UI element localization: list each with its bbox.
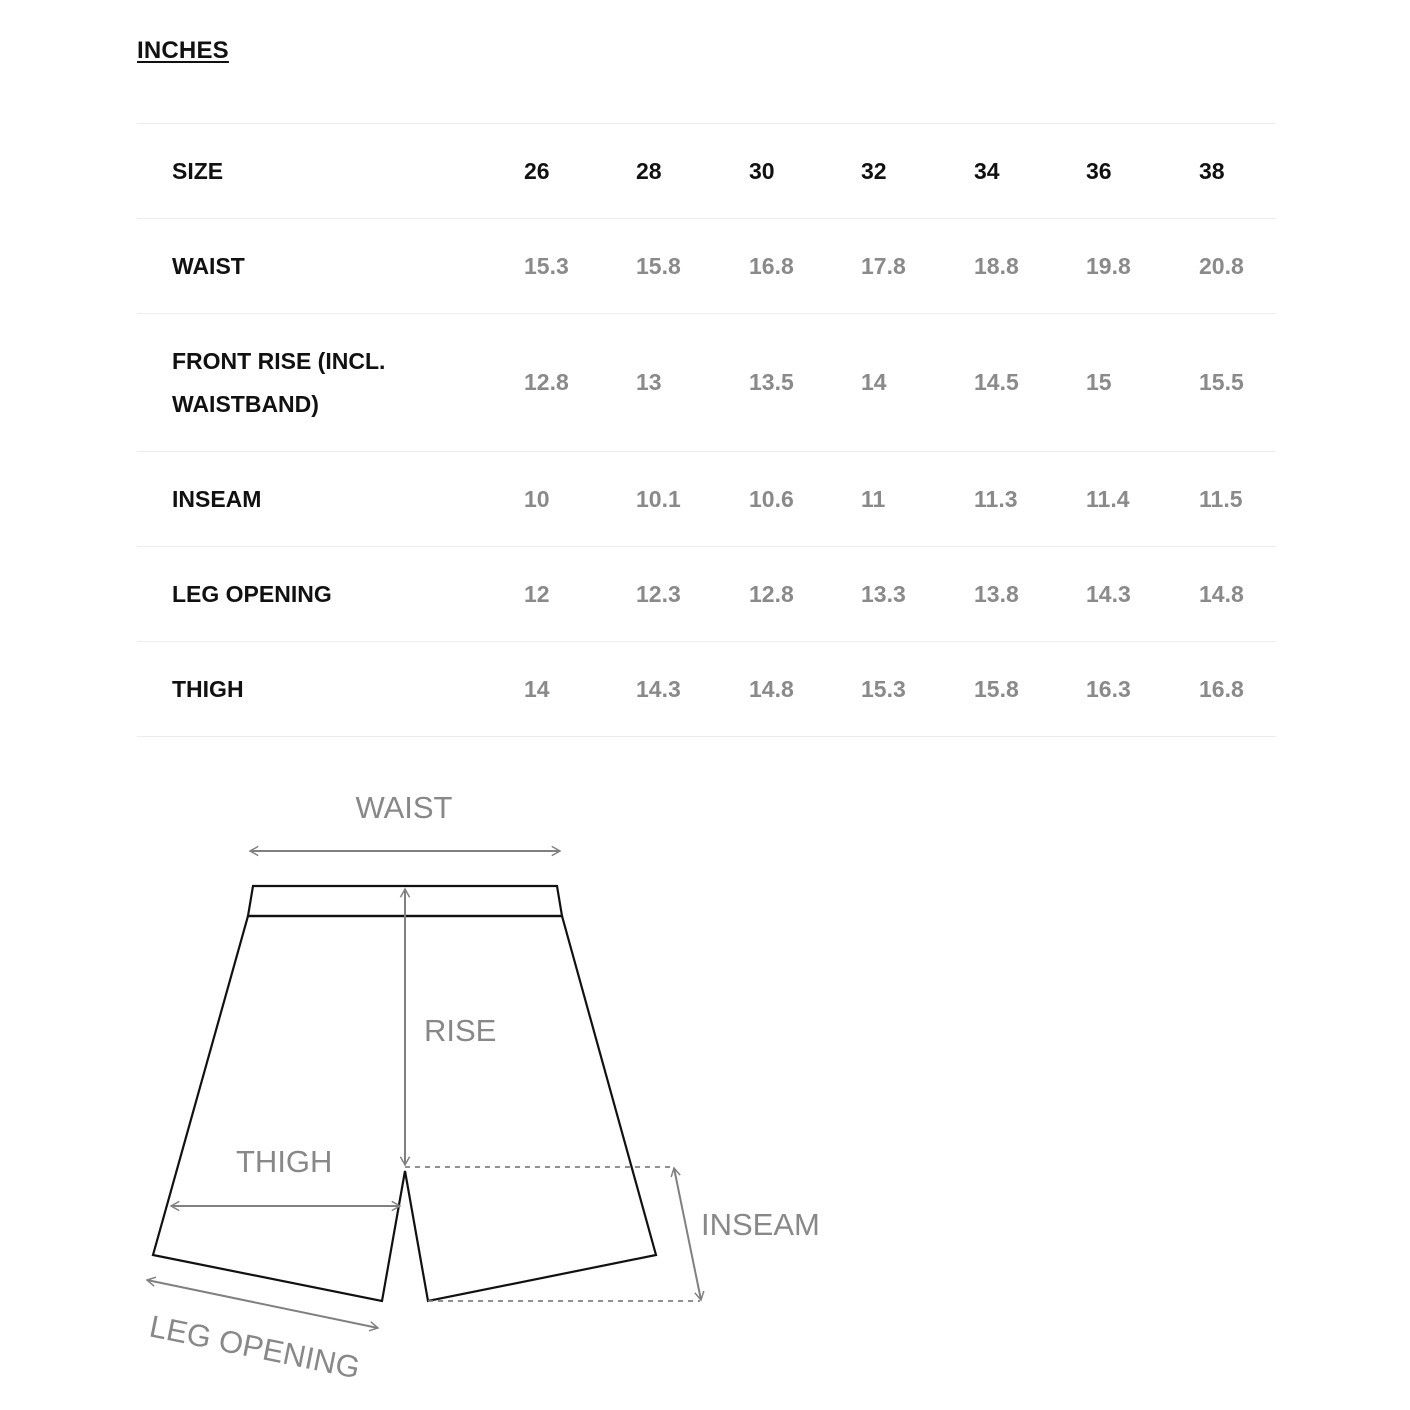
table-cell: 11.4: [1086, 452, 1199, 547]
table-cell: 17.8: [861, 219, 974, 314]
size-header-cell: 26: [524, 124, 636, 219]
table-cell: 18.8: [974, 219, 1086, 314]
table-row-front-rise: [137, 314, 1276, 452]
table-cell: 15: [1086, 314, 1199, 452]
size-header-cell: 32: [861, 124, 974, 219]
row-label-front-rise: [137, 314, 524, 452]
table-cell: 11.3: [974, 452, 1086, 547]
table-cell: 11: [861, 452, 974, 547]
table-cell: 14: [861, 314, 974, 452]
row-label-thigh: THIGH: [137, 642, 524, 737]
table-cell: 13: [636, 314, 749, 452]
table-cell: 11.5: [1199, 452, 1276, 547]
table-cell: 14.3: [1086, 547, 1199, 642]
size-header-label: SIZE: [137, 124, 524, 219]
table-cell: 13.5: [749, 314, 861, 452]
table-cell: 10.6: [749, 452, 861, 547]
table-row-leg-opening: [137, 547, 1276, 642]
table-cell: 12.3: [636, 547, 749, 642]
table-cell: 15.8: [974, 642, 1086, 737]
inseam-label: INSEAM: [701, 1207, 820, 1242]
table-cell: 10: [524, 452, 636, 547]
size-header-cell: 38: [1199, 124, 1276, 219]
inseam-arrow: [674, 1168, 701, 1300]
table-cell: 12: [524, 547, 636, 642]
table-cell: 15.5: [1199, 314, 1276, 452]
row-label-inseam: INSEAM: [137, 452, 524, 547]
table-cell: 14.3: [636, 642, 749, 737]
table-row-thigh: [137, 642, 1276, 737]
table-row-waist: [137, 219, 1276, 314]
size-header-cell: 30: [749, 124, 861, 219]
table-cell: 20.8: [1199, 219, 1276, 314]
size-header-row: [137, 124, 1276, 219]
table-cell: 13.8: [974, 547, 1086, 642]
unit-heading: INCHES: [137, 37, 229, 64]
table-cell: 19.8: [1086, 219, 1199, 314]
table-row-inseam: [137, 452, 1276, 547]
table-cell: 15.8: [636, 219, 749, 314]
size-header-cell: 36: [1086, 124, 1199, 219]
size-chart-table: [137, 123, 1276, 737]
rise-label: RISE: [424, 1013, 497, 1048]
table-cell: 10.1: [636, 452, 749, 547]
table-cell: 12.8: [524, 314, 636, 452]
thigh-label: THIGH: [236, 1144, 333, 1179]
row-label-waist: WAIST: [137, 219, 524, 314]
table-cell: 13.3: [861, 547, 974, 642]
table-cell: 14.8: [1199, 547, 1276, 642]
leg-opening-label: LEG OPENING: [146, 1308, 363, 1386]
waist-label: WAIST: [355, 790, 453, 825]
table-cell: 14.8: [749, 642, 861, 737]
row-label-front-rise-line1: FRONT RISE (INCL.: [172, 347, 386, 374]
table-cell: 14: [524, 642, 636, 737]
size-header-cell: 28: [636, 124, 749, 219]
shorts-measurement-diagram: [0, 760, 900, 1400]
table-cell: 15.3: [861, 642, 974, 737]
row-label-front-rise-line2: WAISTBAND): [172, 390, 319, 417]
table-cell: 16.3: [1086, 642, 1199, 737]
table-cell: 12.8: [749, 547, 861, 642]
table-cell: 15.3: [524, 219, 636, 314]
table-cell: 16.8: [1199, 642, 1276, 737]
measurement-lines: [147, 851, 701, 1328]
table-cell: 16.8: [749, 219, 861, 314]
table-cell: 14.5: [974, 314, 1086, 452]
row-label-leg-opening: LEG OPENING: [137, 547, 524, 642]
size-header-cell: 34: [974, 124, 1086, 219]
